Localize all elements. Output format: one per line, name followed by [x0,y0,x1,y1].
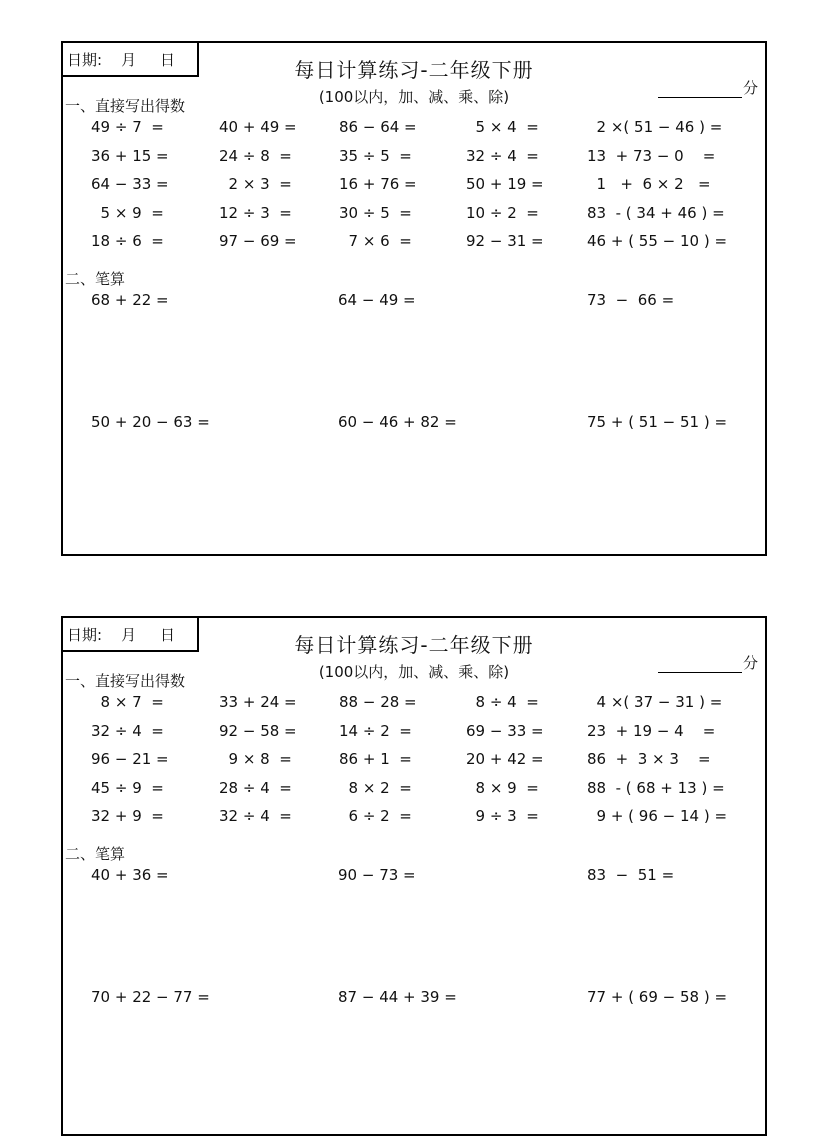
oral-problem: 8 ÷ 4 = [466,693,539,711]
oral-problem: 35 ÷ 5 = [339,147,412,165]
oral-problem: 12 ÷ 3 = [219,204,292,222]
oral-row [63,722,765,746]
written-problem: 68 + 22 = [91,291,169,309]
written-problem: 70 + 22 − 77 = [91,988,210,1006]
oral-problem: 64 − 33 = [91,175,169,193]
written-problem: 50 + 20 − 63 = [91,413,210,431]
oral-problem: 1 + 6 × 2 = [587,175,711,193]
worksheet-title: 每日计算练习-二年级下册 [294,58,534,82]
written-problem: 60 − 46 + 82 = [338,413,457,431]
oral-problem: 49 ÷ 7 = [91,118,164,136]
written-problem: 40 + 36 = [91,866,169,884]
written-problem: 87 − 44 + 39 = [338,988,457,1006]
date-box: 日期: 月 日 [63,618,199,652]
oral-problem: 86 + 1 = [339,750,412,768]
written-problem: 83 − 51 = [587,866,675,884]
oral-problem: 13 + 73 − 0 = [587,147,716,165]
written-problem: 77 + ( 69 − 58 ) = [587,988,728,1006]
section-written-heading: 二、笔算 [65,845,126,863]
oral-problem: 20 + 42 = [466,750,544,768]
oral-row [63,204,765,228]
written-problem: 73 − 66 = [587,291,675,309]
oral-problem: 88 − 28 = [339,693,417,711]
worksheet-2 [61,616,767,1136]
oral-problem: 4 ×( 37 − 31 ) = [587,693,723,711]
oral-problem: 97 − 69 = [219,232,297,250]
oral-problem: 50 + 19 = [466,175,544,193]
oral-problem: 32 ÷ 4 = [91,722,164,740]
oral-problem: 9 + ( 96 − 14 ) = [587,807,728,825]
oral-problem: 36 + 15 = [91,147,169,165]
oral-problem: 88 - ( 68 + 13 ) = [587,779,725,797]
written-problem: 64 − 49 = [338,291,416,309]
oral-problem: 10 ÷ 2 = [466,204,539,222]
oral-problem: 8 × 2 = [339,779,412,797]
written-problem: 75 + ( 51 − 51 ) = [587,413,728,431]
section-written-heading: 二、笔算 [65,270,126,288]
written-row [63,866,765,890]
oral-problem: 6 ÷ 2 = [339,807,412,825]
oral-row [63,750,765,774]
written-row [63,413,765,437]
worksheet-subtitle: (100以内，加、减、乘、除) [318,88,510,106]
oral-problem: 23 + 19 − 4 = [587,722,716,740]
written-row [63,988,765,1012]
oral-row [63,807,765,831]
oral-problem: 8 × 7 = [91,693,164,711]
oral-problem: 33 + 24 = [219,693,297,711]
oral-problem: 32 + 9 = [91,807,164,825]
score-label: 分 [743,654,759,672]
oral-problem: 86 − 64 = [339,118,417,136]
oral-problem: 69 − 33 = [466,722,544,740]
oral-problem: 92 − 31 = [466,232,544,250]
score-blank-line [658,656,742,673]
oral-row [63,118,765,142]
oral-problem: 14 ÷ 2 = [339,722,412,740]
oral-problem: 8 × 9 = [466,779,539,797]
oral-row [63,175,765,199]
oral-problem: 7 × 6 = [339,232,412,250]
oral-row [63,232,765,256]
oral-problem: 5 × 4 = [466,118,539,136]
written-row [63,291,765,315]
oral-problem: 24 ÷ 8 = [219,147,292,165]
oral-problem: 45 ÷ 9 = [91,779,164,797]
section-oral-heading: 一、直接写出得数 [65,672,186,690]
oral-row [63,693,765,717]
score-label: 分 [743,79,759,97]
oral-problem: 30 ÷ 5 = [339,204,412,222]
oral-problem: 32 ÷ 4 = [219,807,292,825]
oral-problem: 9 × 8 = [219,750,292,768]
score-field [658,652,758,673]
oral-row [63,147,765,171]
oral-problem: 40 + 49 = [219,118,297,136]
worksheet-subtitle: (100以内，加、减、乘、除) [318,663,510,681]
written-problem: 90 − 73 = [338,866,416,884]
oral-problem: 18 ÷ 6 = [91,232,164,250]
oral-problem: 83 - ( 34 + 46 ) = [587,204,725,222]
oral-problem: 92 − 58 = [219,722,297,740]
date-box: 日期: 月 日 [63,43,199,77]
oral-problem: 28 ÷ 4 = [219,779,292,797]
worksheet-title: 每日计算练习-二年级下册 [294,633,534,657]
oral-problem: 96 − 21 = [91,750,169,768]
score-blank-line [658,81,742,98]
oral-problem: 5 × 9 = [91,204,164,222]
oral-row [63,779,765,803]
section-oral-heading: 一、直接写出得数 [65,97,186,115]
oral-problem: 16 + 76 = [339,175,417,193]
score-field [658,77,758,98]
oral-problem: 32 ÷ 4 = [466,147,539,165]
oral-problem: 2 ×( 51 − 46 ) = [587,118,723,136]
worksheet-1 [61,41,767,556]
oral-problem: 46 + ( 55 − 10 ) = [587,232,728,250]
oral-problem: 2 × 3 = [219,175,292,193]
oral-problem: 9 ÷ 3 = [466,807,539,825]
oral-problem: 86 + 3 × 3 = [587,750,711,768]
